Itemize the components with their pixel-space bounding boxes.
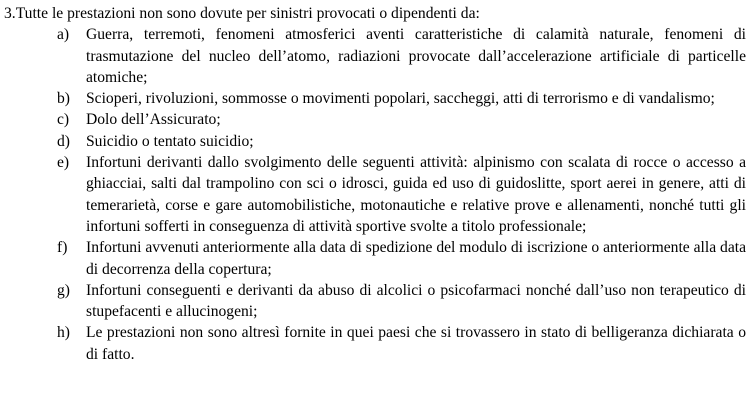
list-item-a [4, 24, 746, 88]
clause-heading: 3.Tutte le prestazioni non sono dovute per sinistri provocati o dipendenti da: [4, 5, 480, 22]
list-item-d [4, 131, 746, 152]
item-text-h: Le prestazioni non sono altresì fornite in quei paesi che si trovassero in stato di belligeranza dichiarata o di fatto. [86, 324, 746, 363]
item-text-e: Infortuni derivanti dallo svolgimento delle seguenti attività: alpinismo con scalata di rocce o accesso a ghiacciai, salti dal trampolino con sci o idrosci, guida ed uso di guidoslitte, sport aerei in genere, atti di temerarietà, corse e gare automobilistiche, motonautiche e relative prove e allenamenti, nonché tutti gli infortuni sofferti in conseguenza di attività sportive svolte a titolo professionale; [86, 154, 746, 235]
list-item-f [4, 237, 746, 280]
item-label-e: e) [57, 154, 70, 172]
item-label-f: f) [57, 239, 68, 257]
document-body [4, 3, 746, 365]
item-label-c: c) [57, 111, 70, 129]
item-text-b: Scioperi, rivoluzioni, sommosse o movimenti popolari, saccheggi, atti di terrorismo e di vandalismo; [86, 90, 715, 108]
item-text-c: Dolo dell’Assicurato; [86, 111, 221, 129]
item-text-d: Suicidio o tentato suicidio; [86, 132, 254, 150]
item-label-g: g) [57, 281, 70, 299]
item-text-g: Infortuni conseguenti e derivanti da abuso di alcolici o psicofarmaci nonché dall’uso non terapeutico di stupefacenti e allucinogeni; [86, 281, 746, 321]
item-label-d: d) [57, 132, 70, 150]
exclusions-list [4, 24, 746, 365]
list-item-c [4, 109, 746, 130]
item-text-a: Guerra, terremoti, fenomeni atmosferici aventi caratteristiche di calamità naturale, fenomeni di trasmutazione del nucleo dell’atomo, radiazioni provocate dall’accelerazione artificiale di particelle atomiche; [86, 26, 746, 86]
item-label-h: h) [57, 324, 70, 342]
item-text-f: Infortuni avvenuti anteriormente alla data di spedizione del modulo di iscrizione o anteriormente alla data di decorrenza della copertura; [86, 239, 746, 278]
list-item-h [4, 322, 746, 365]
item-label-b: b) [57, 90, 70, 108]
list-item-g [4, 280, 746, 323]
item-label-a: a) [57, 26, 70, 44]
list-item-b [4, 88, 746, 109]
list-item-e [4, 152, 746, 237]
